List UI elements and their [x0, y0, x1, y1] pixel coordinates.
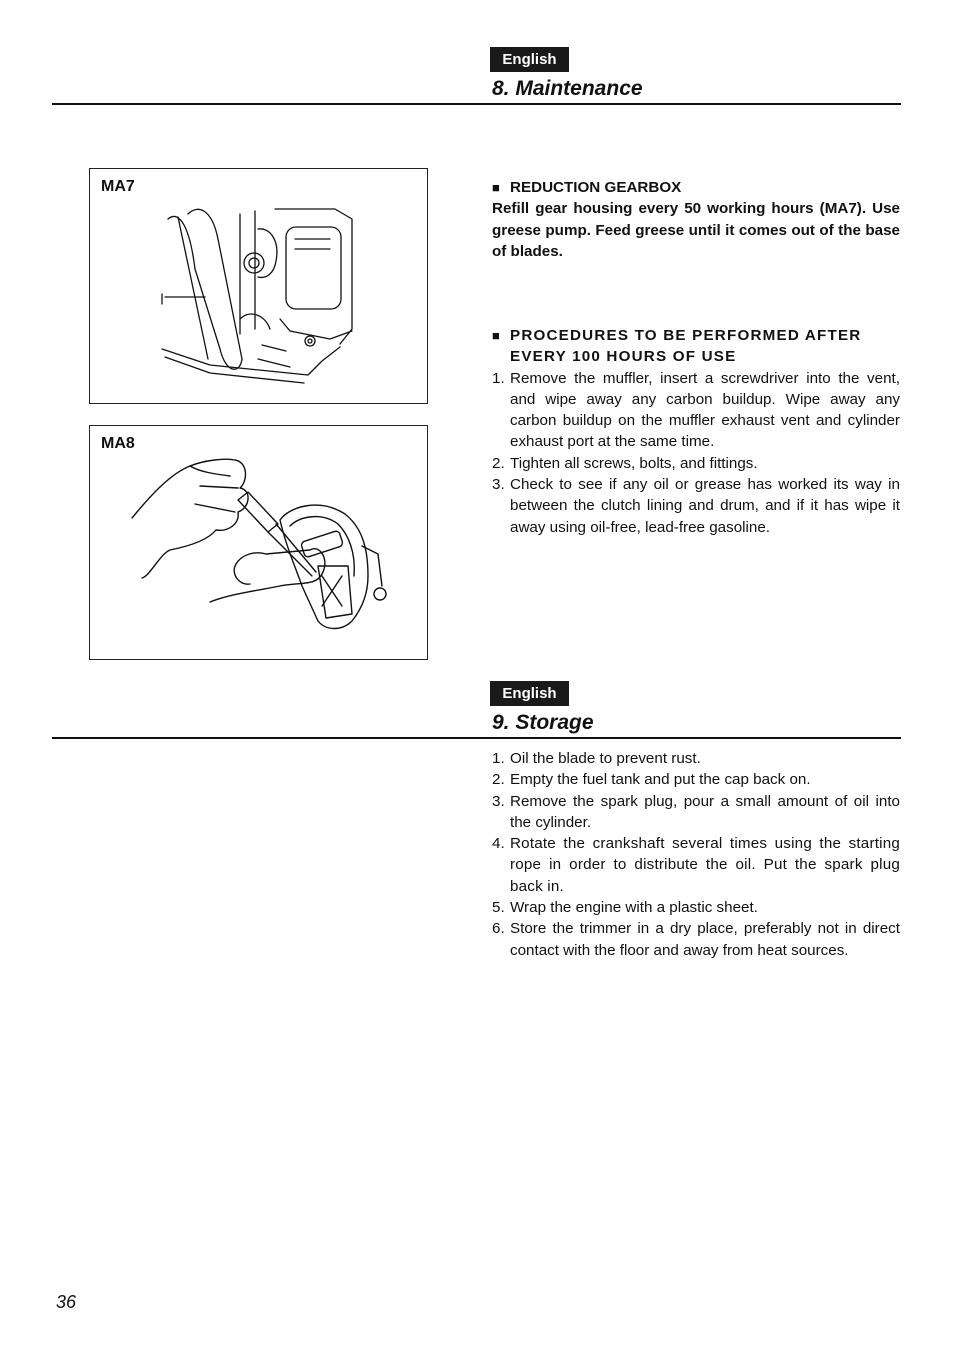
- gearbox-heading: ■ REDUCTION GEARBOX: [492, 177, 900, 198]
- procedures-list: [492, 368, 900, 538]
- list-item: 2. Empty the fuel tank and put the cap back on.: [492, 771, 811, 789]
- list-item: 3. Check to see if any oil or grease has worked its way in between the clutch lining and drum, and if it has wipe it away using oil-free, lead-free gasoline.: [492, 476, 900, 536]
- bullet-square-icon: ■: [492, 180, 500, 195]
- figure-ma7: [89, 168, 428, 404]
- gearbox-illustration: [90, 169, 429, 405]
- list-item: 1. Oil the blade to prevent rust.: [492, 750, 701, 767]
- figure-ma8: [89, 425, 428, 660]
- list-item: 1. Remove the muffler, insert a screwdriver into the vent, and wipe away any carbon buildup. Wipe away any carbon buildup on the muffler exhaust vent and cylinder exhaust port at the same time.: [492, 369, 900, 451]
- storage-list: [492, 748, 900, 961]
- figure-label: MA8: [101, 435, 135, 452]
- procedures-section: [492, 325, 900, 538]
- page-number: 36: [56, 1292, 77, 1312]
- section-title-storage: 9. Storage: [492, 711, 594, 734]
- figure-label: MA7: [101, 178, 135, 195]
- muffler-cleaning-illustration: [90, 426, 429, 661]
- list-item: 2. Tighten all screws, bolts, and fittings.: [492, 454, 758, 472]
- list-item: 5. Wrap the engine with a plastic sheet.: [492, 899, 758, 917]
- list-item: 6. Store the trimmer in a dry place, preferably not in direct contact with the floor and away from heat sources.: [492, 920, 900, 959]
- procedures-heading: ■ PROCEDURES TO BE PERFORMED AFTER EVERY 100 HOURS OF USE: [492, 325, 900, 368]
- list-item: 4. Rotate the crankshaft several times using the starting rope in order to distribute the oil. Put the spark plug back in.: [492, 835, 900, 895]
- list-item: 3. Remove the spark plug, pour a small amount of oil into the cylinder.: [492, 792, 900, 831]
- gearbox-text: Refill gear housing every 50 working hours (MA7). Use greese pump. Feed greese until it comes out of the base of blades.: [492, 200, 900, 260]
- storage-section: [492, 748, 900, 961]
- language-badge: English: [490, 47, 569, 72]
- section-title-maintenance: 8. Maintenance: [492, 77, 643, 100]
- bullet-square-icon: ■: [492, 328, 500, 343]
- language-badge: English: [490, 681, 569, 706]
- header-rule: [52, 103, 901, 105]
- header-rule: [52, 737, 901, 739]
- gearbox-section: [492, 177, 900, 262]
